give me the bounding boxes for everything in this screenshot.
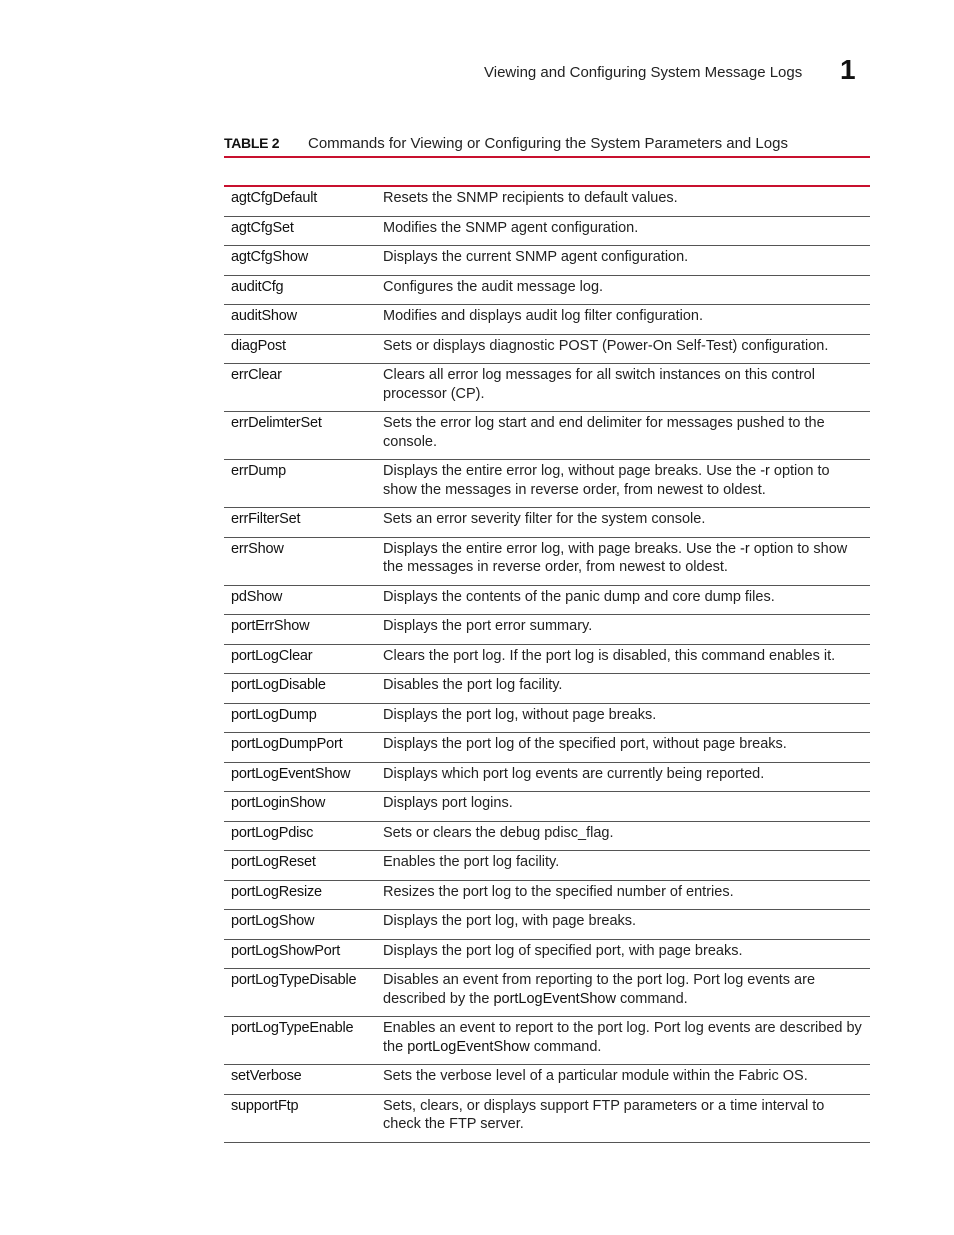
command-name: portLogShowPort — [231, 942, 341, 959]
command-description — [376, 910, 870, 939]
description-text: Displays port logins. — [383, 795, 513, 811]
description-text: Resets the SNMP recipients to default values. — [383, 190, 678, 206]
description-text: command. — [529, 1038, 602, 1055]
command-name: portLogDisable — [231, 677, 326, 693]
description-text: Disables an event from reporting to the port log. Port log events are described by the — [383, 972, 816, 1007]
command-name: auditCfg — [231, 278, 284, 295]
table-row — [224, 412, 870, 460]
command-name: portErrShow — [231, 618, 310, 634]
inline-command-ref: -r — [760, 463, 770, 479]
table-label: TABLE 2 — [224, 135, 280, 151]
description-text: Displays the port log of specified port, with page breaks. — [383, 942, 743, 959]
table-row — [224, 940, 870, 970]
description-text: Sets an error severity filter for the system console. — [383, 511, 706, 527]
command-name: portLogDump — [231, 706, 317, 723]
description-text: Configures the audit message log. — [383, 278, 604, 295]
command-name: errFilterSet — [231, 511, 301, 527]
command-description — [376, 822, 870, 851]
command-description — [376, 586, 870, 615]
command-name: errDelimterSet — [231, 415, 322, 431]
table-row — [224, 276, 870, 306]
command-description — [376, 940, 870, 969]
table-title: Commands for Viewing or Configuring the System Parameters and Logs — [308, 135, 788, 152]
command-description — [376, 217, 870, 246]
table-row — [224, 615, 870, 645]
command-description — [376, 335, 870, 364]
table-row — [224, 822, 870, 852]
description-text: Enables the port log facility. — [383, 854, 560, 870]
command-name: portLogResize — [231, 883, 322, 900]
description-text: Enables an event to report to the port log. Port log events are described by the — [383, 1020, 862, 1055]
table-row — [224, 217, 870, 247]
command-name: agtCfgDefault — [231, 190, 318, 206]
command-description — [376, 881, 870, 910]
description-text: Resizes the port log to the specified number of entries. — [383, 883, 734, 900]
command-name: portLogReset — [231, 854, 316, 870]
description-text: Disables the port log facility. — [383, 677, 563, 693]
description-text: Displays the entire error log, without page breaks. Use the — [383, 463, 761, 479]
table-row — [224, 1095, 870, 1143]
description-text: Modifies the SNMP agent configuration. — [383, 219, 639, 236]
table-caption — [224, 134, 870, 158]
table-row — [224, 305, 870, 335]
description-text: option to show the messages in reverse order, from newest to oldest. — [383, 540, 848, 575]
command-description — [376, 246, 870, 275]
command-description — [376, 187, 870, 216]
commands-table — [224, 185, 870, 1143]
command-description — [376, 733, 870, 762]
table-row — [224, 508, 870, 538]
command-name: portLogPdisc — [231, 824, 314, 841]
description-text: Sets or displays diagnostic POST (Power-On Self-Test) configuration. — [383, 337, 829, 354]
command-name: portLogClear — [231, 647, 313, 664]
command-name: portLoginShow — [231, 795, 326, 811]
command-description — [376, 1095, 870, 1142]
description-text: Displays the port log, without page breaks. — [383, 706, 657, 723]
command-description — [376, 969, 870, 1016]
table-row — [224, 538, 870, 586]
command-name: diagPost — [231, 337, 286, 354]
command-description — [376, 615, 870, 644]
table-row — [224, 674, 870, 704]
chapter-number: 1 — [840, 54, 856, 85]
table-row — [224, 364, 870, 412]
table-row — [224, 1017, 870, 1065]
description-text: Sets or clears the debug pdisc_flag. — [383, 824, 614, 841]
command-name: portLogDumpPort — [231, 736, 343, 752]
table-row — [224, 733, 870, 763]
description-text: option to show the messages in reverse order, from newest to oldest. — [383, 463, 830, 498]
command-description — [376, 851, 870, 880]
command-name: portLogShow — [231, 913, 315, 929]
command-description — [376, 674, 870, 703]
description-text: Displays the port log of the specified port, without page breaks. — [383, 736, 787, 752]
command-name: pdShow — [231, 588, 283, 605]
command-description — [376, 645, 870, 674]
table-row — [224, 969, 870, 1017]
command-description — [376, 412, 870, 459]
command-description — [376, 1017, 870, 1064]
table-row — [224, 335, 870, 365]
inline-command-ref: portLogEventShow — [493, 990, 616, 1007]
command-name: portLogTypeEnable — [231, 1020, 354, 1036]
table-row — [224, 792, 870, 822]
inline-command-ref: -r — [740, 540, 750, 557]
description-text: Sets the verbose level of a particular module within the Fabric OS. — [383, 1068, 808, 1084]
running-title: Viewing and Configuring System Message Logs — [484, 64, 803, 81]
command-name: errDump — [231, 463, 286, 479]
command-name: portLogEventShow — [231, 765, 351, 782]
table-row — [224, 460, 870, 508]
description-text: Displays the port error summary. — [383, 618, 593, 634]
description-text: Displays the contents of the panic dump and core dump files. — [383, 588, 775, 605]
command-description — [376, 364, 870, 411]
description-text: Displays the current SNMP agent configuration. — [383, 249, 689, 265]
inline-command-ref: portLogEventShow — [407, 1038, 530, 1055]
table-row — [224, 910, 870, 940]
table-row — [224, 881, 870, 911]
table-row — [224, 704, 870, 734]
command-name: agtCfgShow — [231, 249, 308, 265]
table-row — [224, 645, 870, 675]
command-name: auditShow — [231, 308, 297, 324]
command-description — [376, 763, 870, 792]
description-text: Clears all error log messages for all switch instances on this control processor (CP). — [383, 367, 815, 402]
table-row — [224, 187, 870, 217]
command-description — [376, 538, 870, 585]
command-name: agtCfgSet — [231, 219, 294, 236]
description-text: Sets, clears, or displays support FTP parameters or a time interval to check the FTP server. — [383, 1097, 825, 1132]
description-text: Sets the error log start and end delimiter for messages pushed to the console. — [383, 415, 825, 450]
table-row — [224, 586, 870, 616]
command-description — [376, 276, 870, 305]
command-name: supportFtp — [231, 1097, 299, 1114]
description-text: Displays the entire error log, with page breaks. Use the — [383, 540, 741, 557]
command-name: setVerbose — [231, 1068, 302, 1084]
command-name: errShow — [231, 540, 284, 557]
table-row — [224, 246, 870, 276]
description-text: command. — [615, 990, 688, 1007]
description-text: Clears the port log. If the port log is disabled, this command enables it. — [383, 647, 836, 664]
table-row — [224, 1065, 870, 1095]
description-text: Displays which port log events are currently being reported. — [383, 765, 765, 782]
description-text: Modifies and displays audit log filter configuration. — [383, 308, 703, 324]
command-description — [376, 1065, 870, 1094]
command-name: portLogTypeDisable — [231, 972, 357, 988]
command-description — [376, 704, 870, 733]
command-name: errClear — [231, 367, 282, 383]
table-row — [224, 851, 870, 881]
command-description — [376, 508, 870, 537]
command-description — [376, 460, 870, 507]
command-description — [376, 792, 870, 821]
description-text: Displays the port log, with page breaks. — [383, 913, 637, 929]
table-row — [224, 763, 870, 793]
command-description — [376, 305, 870, 334]
